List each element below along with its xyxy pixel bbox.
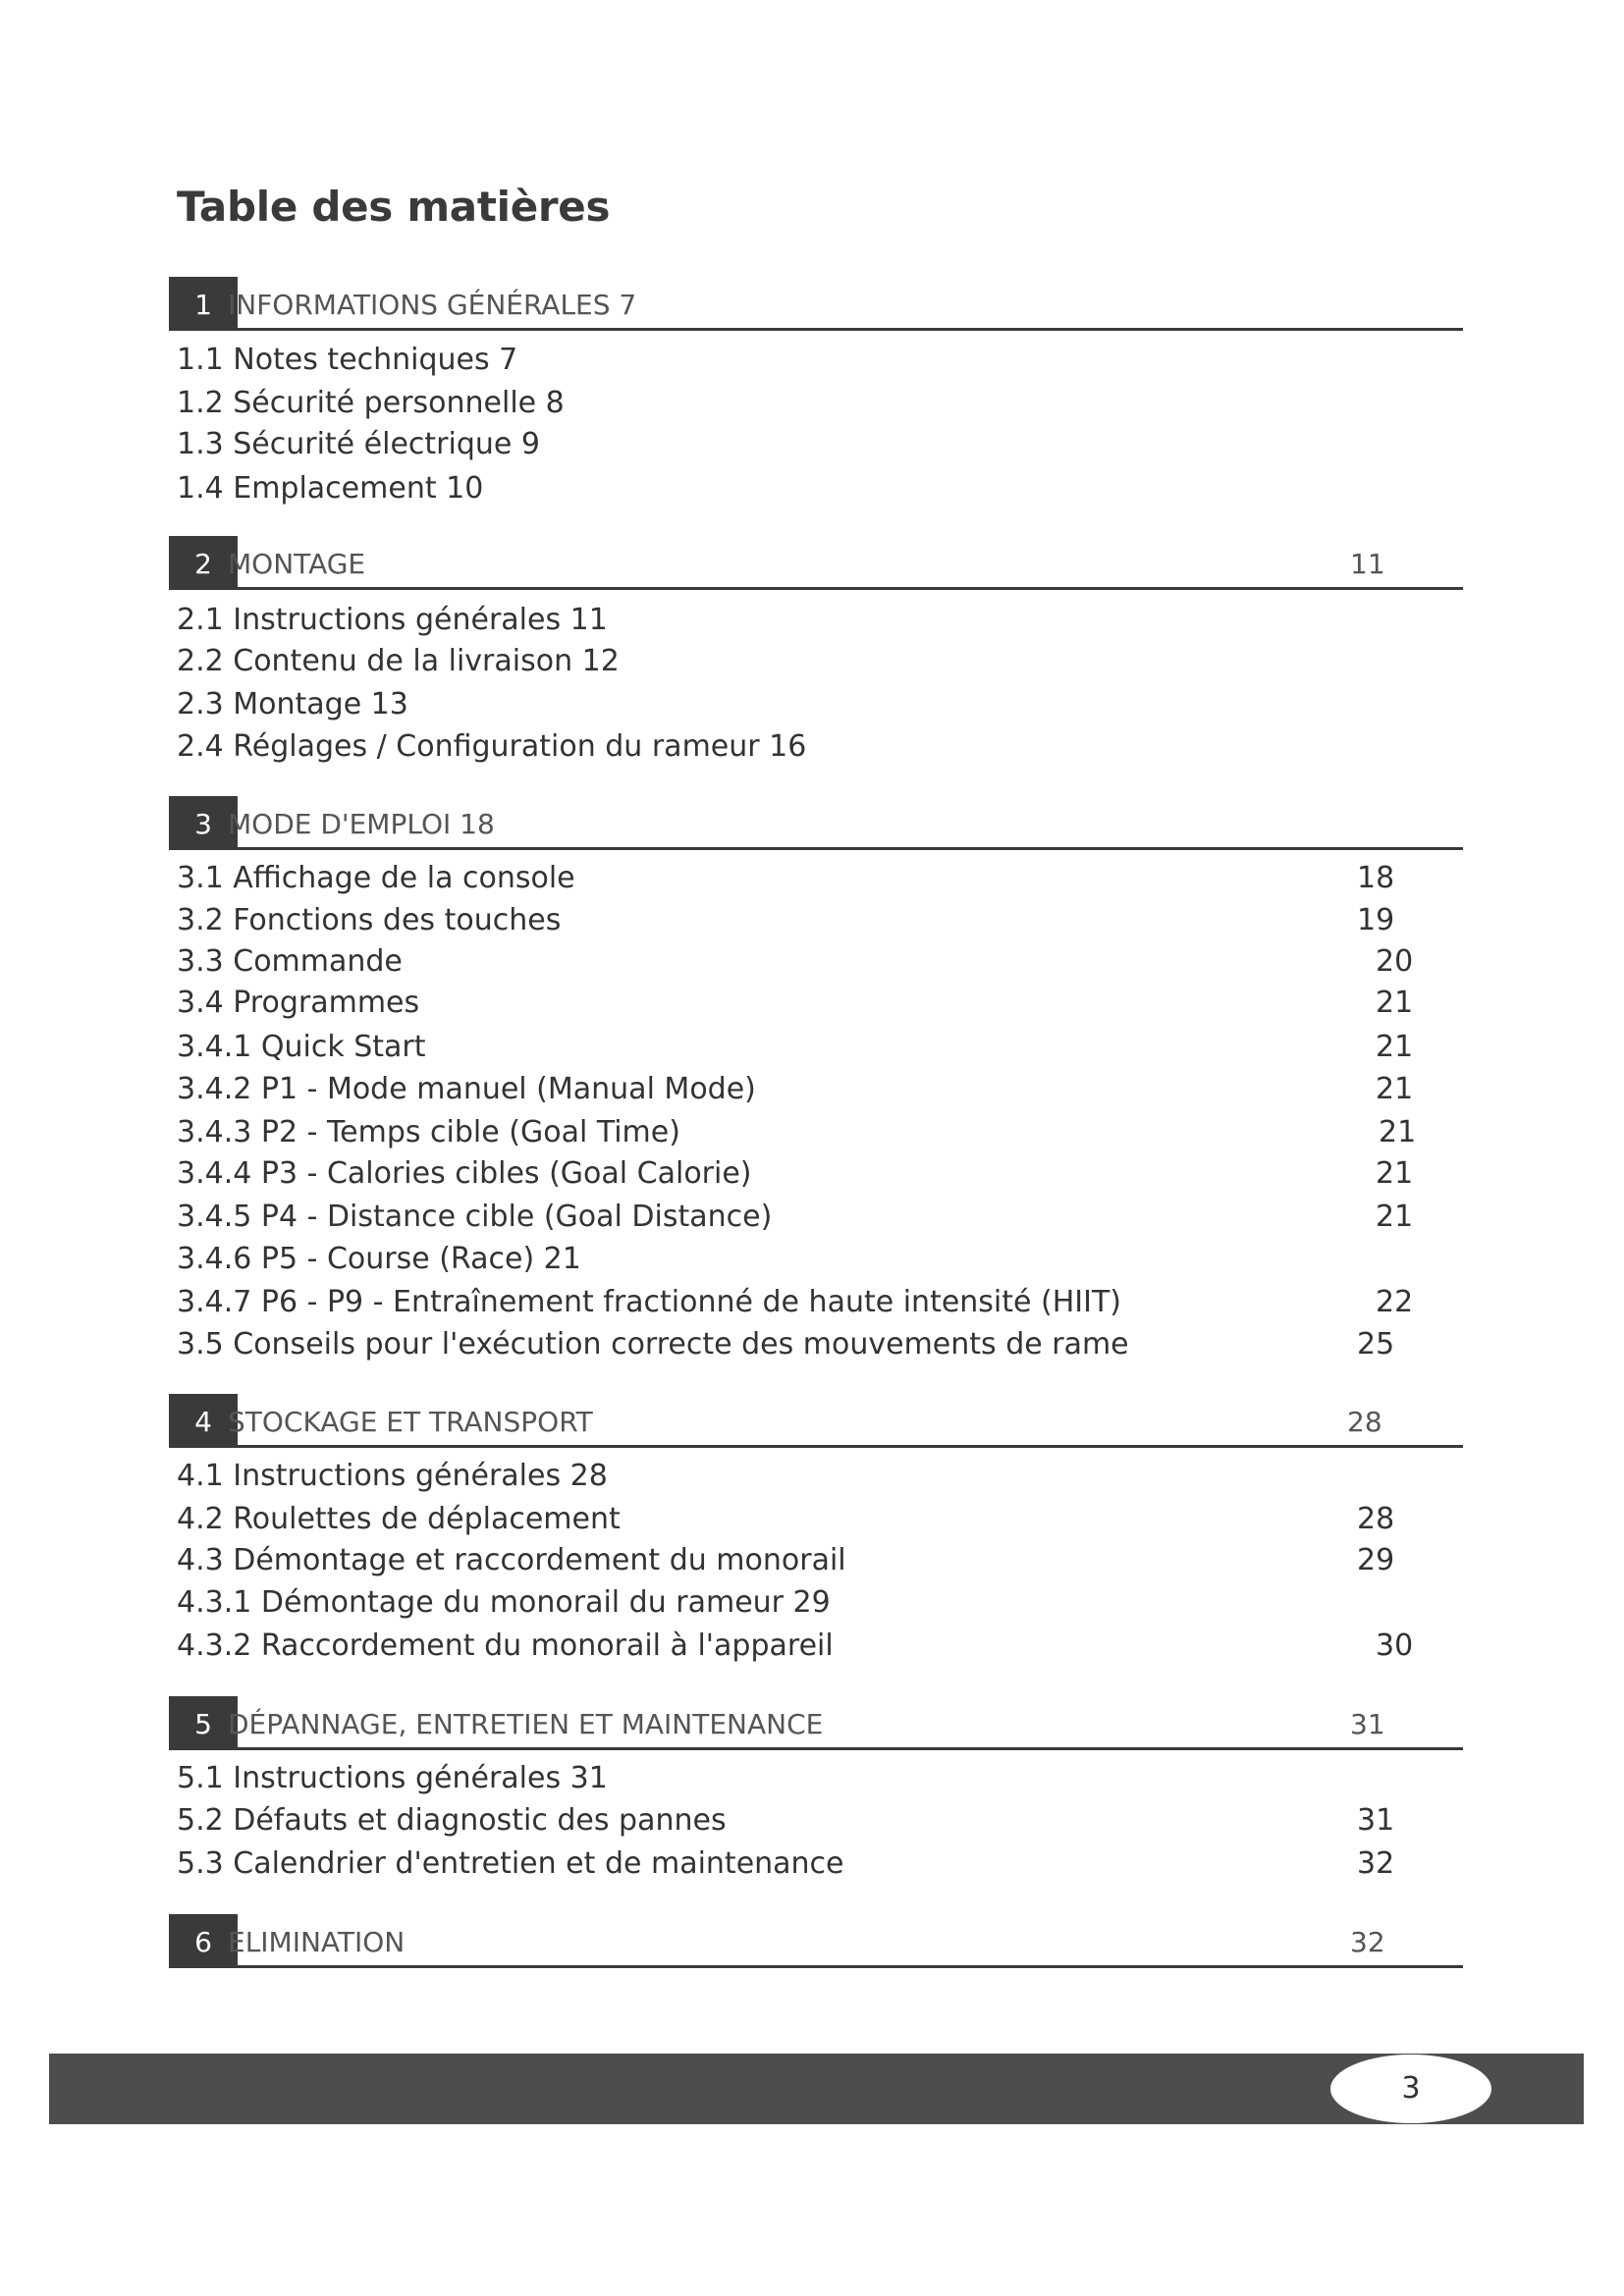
toc-entry-page: 31 xyxy=(1357,1803,1395,1838)
toc-entry: 2.1 Instructions générales 11 xyxy=(177,603,608,637)
toc-entry: 2.4 Réglages / Configuration du rameur 16 xyxy=(177,729,807,764)
toc-entry: 1.4 Emplacement 10 xyxy=(177,471,484,506)
toc-entry: 3.4.7 P6 - P9 - Entraînement fractionné de haute intensité (HIIT) xyxy=(177,1285,1122,1319)
toc-entry: 4.3 Démontage et raccordement du monorail xyxy=(177,1543,846,1577)
section-number: 6 xyxy=(194,1926,212,1958)
toc-entry-page: 28 xyxy=(1357,1502,1395,1536)
footer-page-number: 3 xyxy=(1401,2071,1421,2106)
section-header xyxy=(169,796,1463,850)
toc-entry: 3.2 Fonctions des touches xyxy=(177,903,562,937)
toc-entry: 3.4.5 P4 - Distance cible (Goal Distance) xyxy=(177,1200,773,1234)
toc-entry-page: 32 xyxy=(1357,1846,1395,1881)
toc-entry: 5.1 Instructions générales 31 xyxy=(177,1761,608,1795)
toc-entry: 4.2 Roulettes de déplacement xyxy=(177,1502,621,1536)
section-title: ELIMINATION xyxy=(228,1926,406,1958)
toc-entry-page: 29 xyxy=(1357,1543,1395,1577)
toc-entry-page: 21 xyxy=(1376,1156,1414,1191)
toc-entry: 1.2 Sécurité personnelle 8 xyxy=(177,386,565,420)
toc-entry-page: 19 xyxy=(1357,903,1395,937)
section-header xyxy=(169,536,1463,590)
toc-entry: 3.4.3 P2 - Temps cible (Goal Time) xyxy=(177,1115,680,1149)
toc-entry-page: 21 xyxy=(1376,1030,1414,1064)
toc-entry-page: 22 xyxy=(1376,1285,1414,1319)
toc-entry: 3.5 Conseils pour l'exécution correcte des mouvements de rame xyxy=(177,1327,1129,1362)
toc-entry-page: 25 xyxy=(1357,1327,1395,1362)
toc-entry-page: 20 xyxy=(1376,944,1414,979)
toc-entry-page: 21 xyxy=(1376,1072,1414,1106)
section-page: 28 xyxy=(1347,1406,1382,1438)
toc-entry: 2.3 Montage 13 xyxy=(177,687,408,721)
toc-entry: 5.2 Défauts et diagnostic des pannes xyxy=(177,1803,727,1838)
section-header xyxy=(169,1914,1463,1968)
toc-entry-page: 18 xyxy=(1357,861,1395,895)
toc-entry: 3.4.6 P5 - Course (Race) 21 xyxy=(177,1242,581,1276)
section-number: 3 xyxy=(194,808,212,840)
section-number: 4 xyxy=(194,1406,212,1438)
section-header xyxy=(169,1696,1463,1750)
toc-entry: 4.1 Instructions générales 28 xyxy=(177,1459,608,1493)
toc-entry: 3.4 Programmes xyxy=(177,986,420,1020)
page-title: Table des matières xyxy=(177,183,611,231)
toc-entry: 4.3.2 Raccordement du monorail à l'appareil xyxy=(177,1629,834,1663)
toc-entry: 2.2 Contenu de la livraison 12 xyxy=(177,644,620,678)
toc-entry: 1.3 Sécurité électrique 9 xyxy=(177,427,540,461)
section-title: DÉPANNAGE, ENTRETIEN ET MAINTENANCE xyxy=(228,1708,824,1740)
toc-entry: 5.3 Calendrier d'entretien et de maintenance xyxy=(177,1846,844,1881)
toc-entry: 3.4.2 P1 - Mode manuel (Manual Mode) xyxy=(177,1072,756,1106)
section-page: 31 xyxy=(1350,1708,1385,1740)
toc-entry-page: 21 xyxy=(1376,986,1414,1020)
toc-entry-page: 30 xyxy=(1376,1629,1414,1663)
section-number: 5 xyxy=(194,1708,212,1740)
toc-entry: 3.4.1 Quick Start xyxy=(177,1030,426,1064)
section-title: MODE D'EMPLOI 18 xyxy=(228,808,495,840)
section-page: 32 xyxy=(1350,1926,1385,1958)
toc-entry-page: 21 xyxy=(1376,1200,1414,1234)
toc-entry-page: 21 xyxy=(1379,1115,1417,1149)
section-header xyxy=(169,1394,1463,1448)
section-title: STOCKAGE ET TRANSPORT xyxy=(228,1406,593,1438)
section-header xyxy=(169,277,1463,331)
toc-entry: 3.4.4 P3 - Calories cibles (Goal Calorie) xyxy=(177,1156,752,1191)
toc-entry: 3.1 Affichage de la console xyxy=(177,861,575,895)
section-number: 1 xyxy=(194,289,212,321)
toc-entry: 4.3.1 Démontage du monorail du rameur 29 xyxy=(177,1585,831,1620)
section-title: MONTAGE xyxy=(228,548,366,580)
section-number: 2 xyxy=(194,548,212,580)
section-page: 11 xyxy=(1350,548,1385,580)
toc-entry: 3.3 Commande xyxy=(177,944,403,979)
toc-entry: 1.1 Notes techniques 7 xyxy=(177,343,518,377)
section-title: INFORMATIONS GÉNÉRALES 7 xyxy=(228,289,637,321)
